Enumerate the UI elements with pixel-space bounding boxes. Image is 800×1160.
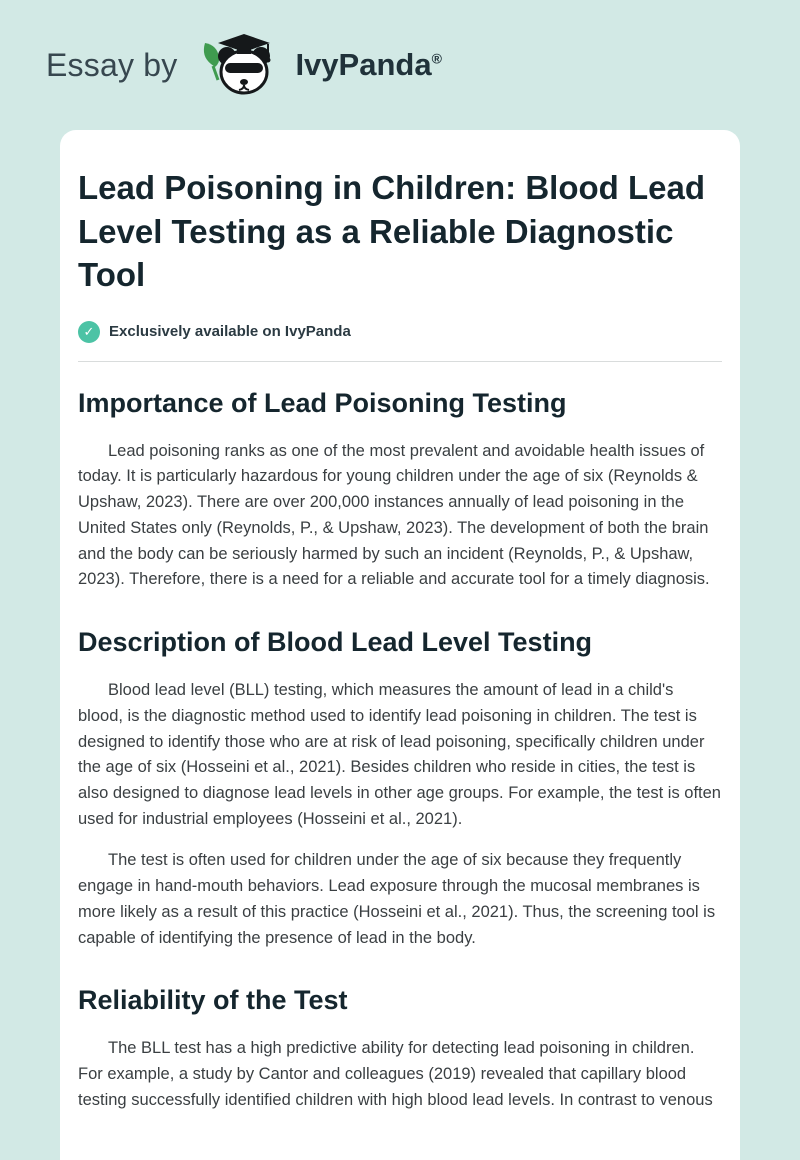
- divider: [78, 361, 722, 362]
- section-reliability: [78, 985, 722, 1113]
- brand-text: IvyPanda: [295, 47, 432, 82]
- essay-by-text: Essay by: [46, 46, 178, 83]
- registered-mark: ®: [431, 50, 442, 67]
- brand-name[interactable]: [295, 47, 441, 83]
- paragraph: The test is often used for children under the age of six because they frequently engage in hand-mouth behaviors. Lead exposure through the mucosal membranes is more likely as a result of this practice (Hosseini et al., 2021). Thus, the screening tool is capable of identifying the presence of lead in the body.: [78, 851, 716, 947]
- check-icon: ✓: [78, 321, 100, 343]
- paragraph: The BLL test has a high predictive ability for detecting lead poisoning in children. For example, a study by Cantor and colleagues (2019) revealed that capillary blood testing successfully identified children with high blood lead levels. In contrast to venous: [78, 1039, 713, 1109]
- badge-text: Exclusively available on IvyPanda: [109, 323, 351, 341]
- section-description: [78, 627, 722, 951]
- essay-title: Lead Poisoning in Children: Blood Lead Level Testing as a Reliable Diagnostic Tool: [78, 169, 705, 294]
- ivypanda-logo[interactable]: [195, 32, 285, 98]
- paragraph: Lead poisoning ranks as one of the most prevalent and avoidable health issues of today. It is particularly hazardous for young children under the age of six (Reynolds & Upshaw, 2023). There are over 200,000 instances annually of lead poisoning in the United States only (Reynolds, P., & Upshaw, 2023). The development of both the brain and the body can be seriously harmed by such an incident (Reynolds, P., & Upshaw, 2023). Therefore, there is a need for a reliable and accurate tool for a timely diagnosis.: [78, 441, 710, 589]
- site-header: [0, 0, 800, 130]
- section-importance: [78, 388, 722, 593]
- panda-logo-icon: [195, 32, 285, 98]
- section-heading: Reliability of the Test: [78, 985, 348, 1016]
- essay-card: [60, 130, 740, 1160]
- section-heading: Importance of Lead Poisoning Testing: [78, 387, 567, 418]
- section-heading: Description of Blood Lead Level Testing: [78, 627, 593, 658]
- paragraph: Blood lead level (BLL) testing, which measures the amount of lead in a child's blood, is the diagnostic method used to identify lead poisoning in children. The test is designed to identify those who are at risk of lead poisoning, specifically children under the age of six (Hosseini et al., 2021). Besides children who reside in cities, the test is also designed to diagnose lead levels in other age groups. For example, the test is often used for industrial employees (Hosseini et al., 2021).: [78, 681, 721, 828]
- availability-badge: [78, 321, 722, 343]
